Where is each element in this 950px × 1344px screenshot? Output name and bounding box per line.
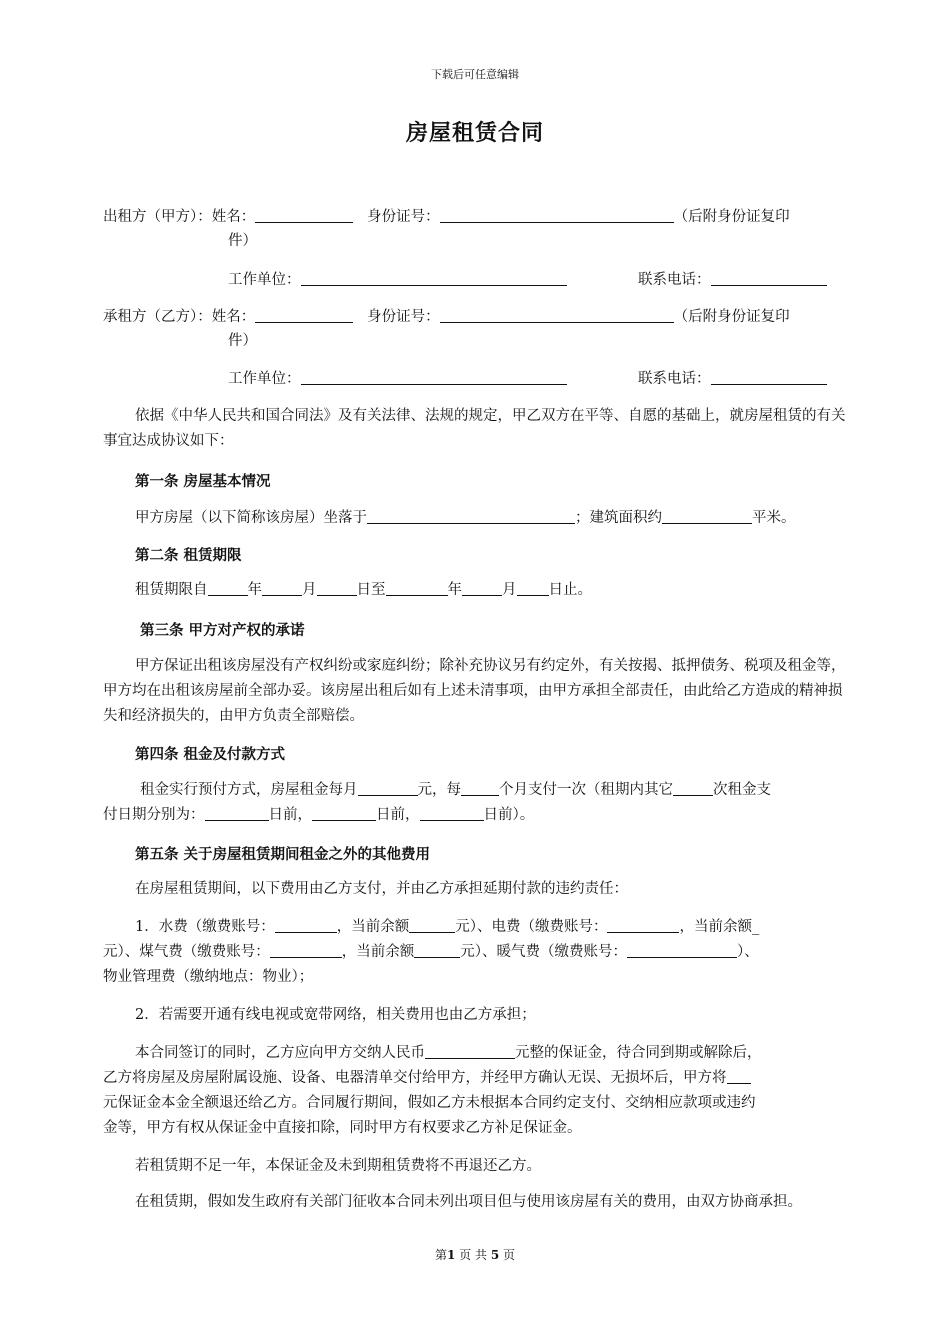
pay-date-2-field[interactable] [312,804,376,821]
article-4-text-3: 个月支付一次（租期内其它 [499,782,673,798]
deposit-line-4: 金等，甲方有权从保证金中直接扣除，同时甲方有权要求乙方补足保证金。 [103,1120,582,1136]
electric-account-field[interactable] [607,916,679,933]
article-5-heading: 第五条 关于房屋租赁期间租金之外的其他费用 [135,846,431,863]
deposit-text-c: 乙方将房屋及房屋附属设施、设备、电器清单交付给甲方，并经甲方确认无误、无损坏后，甲方将 [103,1070,727,1086]
party-a-name-field[interactable] [255,206,353,223]
party-b-line [103,305,790,329]
party-a-line [103,205,790,229]
deposit-refund-field[interactable] [727,1067,751,1084]
end-year-field[interactable] [386,579,448,596]
article-1-text-3: 平米。 [752,510,796,526]
article-4-line-1 [140,778,771,802]
article-5-item-1-line-1 [135,915,759,939]
party-a-work-line [228,268,567,292]
deposit-line-3: 元保证金本金全额退还给乙方。合同履行期间，假如乙方未根据本合同约定支付、交纳相应款项或违约 [103,1095,756,1111]
party-a-work-field[interactable] [301,269,567,286]
party-b-name-field[interactable] [255,306,353,323]
pay-date-3-field[interactable] [420,804,484,821]
article-4-text-1: 租金实行预付方式，房屋租金每月 [140,782,358,798]
item-1-text-c: 元）、电费（缴费账号： [455,919,608,935]
article-2-text-1: 租赁期限自 [135,582,208,598]
article-3-heading: 第三条 甲方对产权的承诺 [140,622,305,639]
party-b-role: 承租方（乙方）： [103,309,212,325]
article-1-text-2: ；建筑面积约 [575,510,662,526]
start-year-field[interactable] [208,579,248,596]
article-1-text-1: 甲方房屋（以下简称该房屋）坐落于 [135,510,367,526]
article-1-heading: 第一条 房屋基本情况 [135,473,271,490]
party-b-work-field[interactable] [301,368,567,385]
item-1-text-a: 1．水费（缴费账号： [135,919,275,935]
article-5-item-2: 2．若需要开通有线电视或宽带网络，相关费用也由乙方承担； [135,1007,536,1023]
deposit-line-2 [103,1066,751,1090]
article-1-line [135,506,796,530]
footer-page-label: 第 [434,1248,447,1262]
party-b-name-label: 姓名： [211,309,256,325]
page-footer [0,1246,950,1263]
article-4-line-2 [103,803,534,827]
article-4-heading: 第四条 租金及付款方式 [135,746,286,763]
less-than-year-clause: 若租赁期不足一年，本保证金及未到期租赁费将不再退还乙方。 [135,1158,541,1174]
article-4-text-4: 次租金支 [713,782,771,798]
party-a-id-note: （后附身份证复印 [673,209,790,225]
year-label: 年 [447,582,462,598]
party-b-phone-field[interactable] [711,368,827,385]
party-a-phone-label: 联系电话： [638,272,711,288]
item-1-text-e: 元）、煤气费（缴费账号： [103,944,270,960]
article-2-heading: 第二条 租赁期限 [135,547,242,564]
article-4-text-6: 日前， [268,807,312,823]
deposit-text-b: 元整的保证金，待合同到期或解除后， [515,1045,762,1061]
day-end-label: 日止。 [548,582,592,598]
party-a-id-note-cont: 件） [228,233,257,249]
party-a-phone-field[interactable] [711,269,827,286]
water-account-field[interactable] [275,916,337,933]
item-1-text-g: 元）、暖气费（缴费账号： [460,944,627,960]
start-day-field[interactable] [317,579,357,596]
party-a-phone-line [638,268,827,292]
item-1-text-b: ，当前余额 [336,919,410,935]
footer-page-end: 页 [503,1248,516,1262]
item-1-text-h: ）、 [737,944,759,960]
deposit-line-1 [135,1041,762,1065]
end-month-field[interactable] [462,579,502,596]
water-balance-field[interactable] [409,916,455,933]
intro-paragraph: 依据《中华人民共和国合同法》及有关法律、法规的规定，甲乙双方在平等、自愿的基础上，就房屋租赁的有关事宜达成协议如下： [103,408,846,449]
article-3-body: 甲方保证出租该房屋没有产权纠纷或家庭纠纷；除补充协议另有约定外，有关按揭、抵押债务、税项及租金等，甲方均在出租该房屋前全部办妥。该房屋出租后如有上述未清事项，由甲方承担全部责任，由此给乙方造成的精神损失和经济损失的，由甲方负责全部赔偿。 [103,658,846,724]
party-b-work-label: 工作单位： [228,371,301,387]
party-b-id-note: （后附身份证复印 [673,309,790,325]
heating-account-field[interactable] [627,941,737,958]
day-to-label: 日至 [356,582,386,598]
article-4-text-8: 日前）。 [483,807,535,823]
party-b-id-note-cont: 件） [228,333,257,349]
party-a-id-field[interactable] [440,206,674,223]
month-label: 月 [302,582,317,598]
article-4-text-7: 日前， [376,807,420,823]
party-b-phone-line [638,367,827,391]
property-address-field[interactable] [367,507,575,524]
pay-interval-field[interactable] [461,779,499,796]
year-label: 年 [247,582,262,598]
party-a-name-label: 姓名： [211,209,256,225]
article-2-line [135,578,592,602]
gas-account-field[interactable] [270,941,342,958]
article-4-text-2: 元，每 [417,782,461,798]
deposit-amount-field[interactable] [425,1042,515,1059]
item-1-text-d: ，当前余额_ [679,919,760,935]
government-fee-clause: 在租赁期，假如发生政府有关部门征收本合同未列出项目但与使用该房屋有关的费用，由双方协商承担。 [135,1194,802,1210]
contract-title: 房屋租赁合同 [405,120,544,146]
party-b-id-field[interactable] [440,306,674,323]
party-a-id-label: 身份证号： [367,209,440,225]
article-4-text-5: 付日期分别为： [103,807,205,823]
pay-date-1-field[interactable] [205,804,269,821]
gas-balance-field[interactable] [414,941,460,958]
article-5-intro: 在房屋租赁期间，以下费用由乙方支付，并由乙方承担延期付款的违约责任： [135,881,628,897]
area-field[interactable] [662,507,752,524]
party-a-work-label: 工作单位： [228,272,301,288]
party-b-phone-label: 联系电话： [638,371,711,387]
party-a-role: 出租方（甲方）： [103,209,212,225]
payment-count-field[interactable] [673,779,713,796]
footer-page-mid: 页 共 [459,1248,487,1262]
footer-page-number: 1 [446,1248,456,1262]
party-b-work-line [228,367,567,391]
article-5-item-1-line-3: 物业管理费（缴纳地点：物业）； [103,969,314,985]
month-label: 月 [502,582,517,598]
footer-page-total: 5 [490,1248,500,1262]
header-note: 下载后可任意编辑 [431,68,519,81]
deposit-text-a: 本合同签订的同时，乙方应向甲方交纳人民币 [135,1045,425,1061]
end-day-field[interactable] [517,579,549,596]
item-1-text-f: ，当前余额 [341,944,415,960]
article-5-item-1-line-2 [103,940,759,964]
party-b-id-label: 身份证号： [367,309,440,325]
monthly-rent-field[interactable] [358,779,418,796]
start-month-field[interactable] [262,579,302,596]
